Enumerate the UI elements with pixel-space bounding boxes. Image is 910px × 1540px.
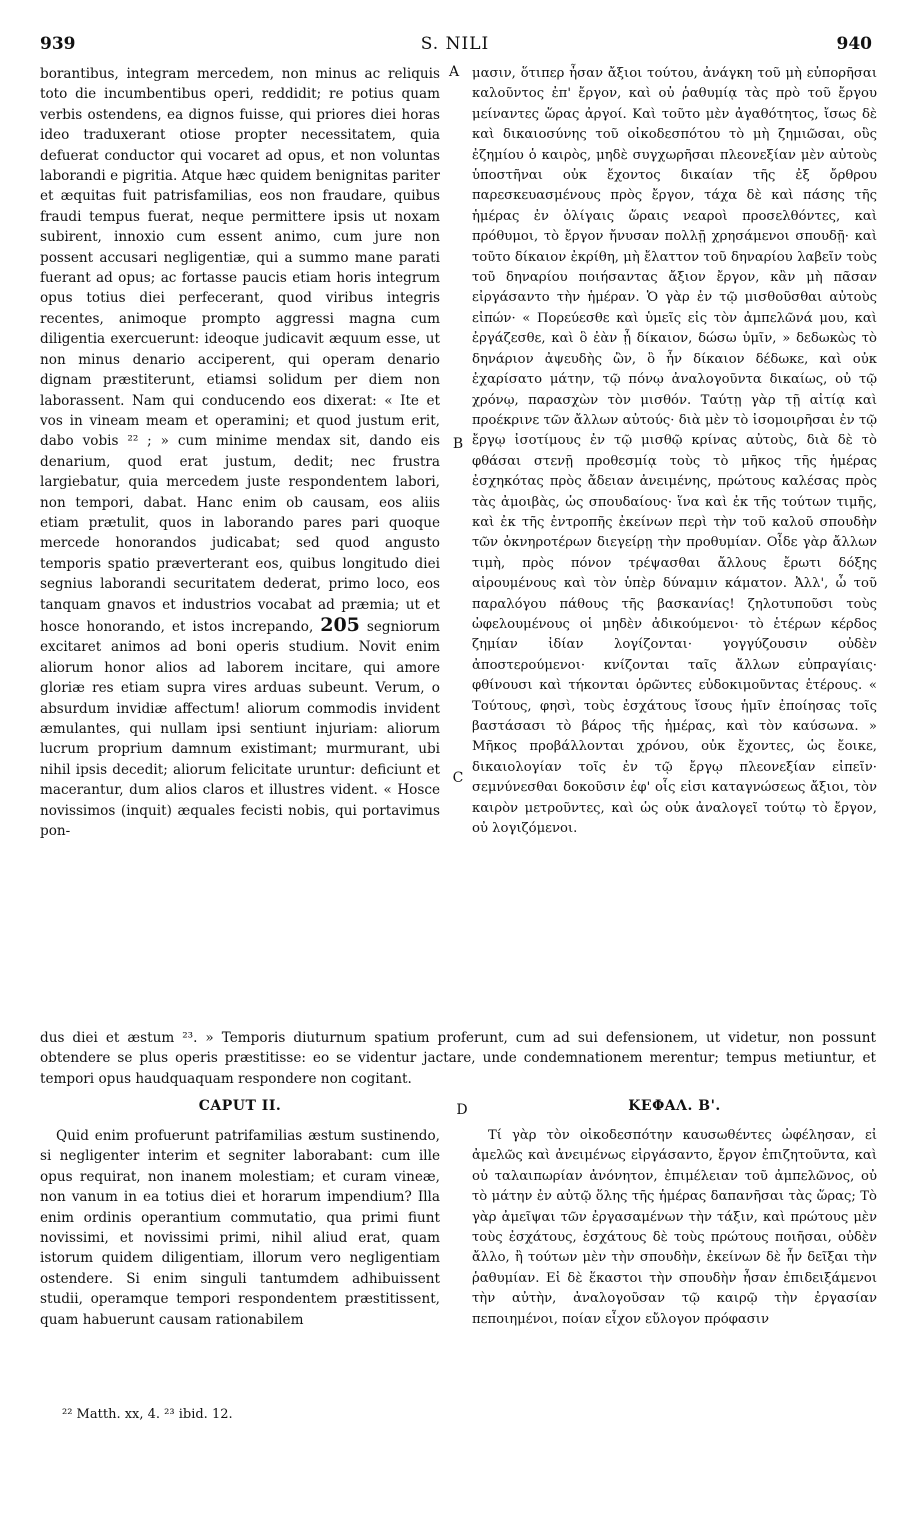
footnote: ²² Matth. xx, 4. ²³ ibid. 12. [62,1407,233,1422]
latin-column [40,64,440,841]
latin-text-2: segniorum excitaret animos ad boni operis studium. Novit enim aliorum honor alios ad laborem incitare, qui amore gloriæ res etiam supra vires arduas subeunt. Verum, o absurdum invidiæ affectum! aliorum commodis invident æmulantes, qui nullam ipsi sentiunt injuriam: aliorum lucrum proprium damnum existimant; murmurant, ubi nihil ipsis decedit; aliorum felicitate uruntur: deficiunt et macerantur, dum alios claros et illustres vident. « Hosce novissimos (inquit) æquales fecisti nobis, qui portavimus pon- [40,618,440,840]
greek-column [472,64,877,839]
right-page-number: 940 [836,34,872,54]
greek-paragraph: μασιν, ὅτιπερ ἦσαν ἄξιοι τούτου, ἀνάγκη τοῦ μὴ εὐπορῆσαι καλοῦντος ἐπ' ἔργον, καὶ οὐ ῥαθυμίᾳ τὰς πρὸ τοῦ ἔργου μείναντες ὥρας ἀργοί. Καὶ τοῦτο μὲν ἀγαθότητος, ἴσως δὲ καὶ δικαιοσύνης τοῦ οἰκοδεσπότου τὸ μὴ ζημιῶσαι, οὓς ἐζημίου ὁ καιρὸς, μηδὲ συγχωρῆσαι πλεονεξίαν μὲν αὐτοὺς ὑποστῆναι οὐκ ἔχοντος δικαίαν τῆς ἐξ ὄρθρου παρεσκευασμένους πρὸς ἔργον, τάχα δὲ καὶ πάσης τῆς ἡμέρας ἐν ὀλίγαις ὥραις νεαροὶ προσελθόντες, καὶ πρόθυμοι, τὸ ἔργον ἤνυσαν πολλῇ χρησάμενοι σπουδῇ· καὶ τοῦτο δίκαιον ἐκρίθη, μὴ ἔλαττον τοῦ δηναρίου λαβεῖν τοὺς τοῦ δηναρίου ποιήσαντας ἄξιον ἔργον, κἂν μὴ πᾶσαν εἰργάσαντο τὴν ἡμέραν. Ὁ γὰρ ἐν τῷ μισθοῦσθαι αὐτοὺς εἰπών· « Πορεύεσθε καὶ ὑμεῖς εἰς τὸν ἀμπελῶνά μου, καὶ ἐργάζεσθε, καὶ ὃ ἐὰν ᾖ δίκαιον, δώσω ὑμῖν, » δεδωκὼς τὸ δηνάριον ἀψευδὴς ὢν, ὃ ἦν δίκαιον δέδωκε, καὶ οὐκ ἐχαρίσατο μάτην, τῷ πόνῳ ἀναλογοῦντα δικαίως, οὐ τῷ χρόνῳ, παρασχὼν τὸν μισθόν. Ταύτῃ γὰρ τῇ αἰτίᾳ καὶ προέκρινε τῶν ἄλλων αὐτούς· διὰ μὲν τὸ ἰσομοιρῆσαι ἐν τῷ ἔργῳ ἰσοτίμους ἐν τῷ μισθῷ κρίνας αὐτοὺς, διὰ δὲ τὸ φθάσαι στενῇ προθεσμίᾳ τοὺς τὸ μῆκος τῆς ἡμέρας ἐσχηκότας πρὸς ἄδειαν ἀνειμένης, πρώτους καλέσας πρὸς τὰς ἀμοιβὰς, ὡς σπουδαίους· ἵνα καὶ ἐκ τῆς τούτων τιμῆς, καὶ ἐκ τῆς ἐντροπῆς ἐκείνων περὶ τὴν τοῦ καλοῦ σπουδὴν τῶν ὀκνηροτέρων διεγείρῃ τὴν προθυμίαν. Οἶδε γὰρ ἄλλων τιμὴ, πρὸς πόνον τρέψασθαι ἄλλους ἔρωτι δόξης αἱρουμένους καὶ τὸν ὑπὲρ δύναμιν κάματον. Ἀλλ', ὦ τοῦ παραλόγου πάθους τῆς βασκανίας! ζηλοτυποῦσι τοὺς ὠφελουμένους οἱ μηδὲν ἀδικούμενοι· τὸ ἑτέρων κέρδος ζημίαν ἰδίαν λογίζονται· γογγύζουσιν οὐδὲν ἀποστερούμενοι· κνίζονται ταῖς ἄλλων εὐπραγίαις· φθίνουσι καὶ τήκονται ὁρῶντες εὐδοκιμοῦντας ἑτέρους. « Τούτους, φησὶ, τοὺς ἐσχάτους ἴσους ἡμῖν ἐποίησας τοῖς βαστάσασι τὸ βάρος τῆς ἡμέρας, καὶ τὸν καύσωνα. » Μῆκος προβάλλονται χρόνου, οὐκ ἔχοντες, ὡς ἔοικε, δικαιολογίαν τοῖς ἐν τῷ ἔργῳ πλεονεξίαν εἰπεῖν· σεμνύνεσθαι δοκοῦσιν ἐφ' οἷς εἰσι καταγνώσεως ἄξιοι, τὸν καιρὸν μετροῦντες, καὶ ὡς οὐκ ἀναλογεῖ τούτῳ τὸ ἔργον, οὐ λογιζόμενοι. [472,66,877,837]
page-marker: 205 [320,613,360,636]
chapter-text-greek: Τί γὰρ τὸν οἰκοδεσπότην καυσωθέντες ὠφέλησαν, εἰ ἀμελῶς καὶ ἀνειμένως εἰργάσαντο, ἔργον ἐπιζητοῦντα, καὶ οὐ ταλαιπωρίαν ἀνόνητον, ἐπιμέλειαν τοῦ ἀμπελῶνος, οὐ τὸ μάτην ἐν αὐτῷ ὅλης τῆς ἡμέρας δαπανῆσαι τὰς ὥρας; Τὸ γὰρ ἀμεῖψαι τῶν ἐργασαμένων τὴν τάξιν, καὶ πρώτους μὲν τοὺς ἐσχάτους, ἐσχάτους δὲ τοὺς πρώτους ποιῆσαι, οὐδὲν ἄλλο, ἢ τούτων μὲν τὴν σπουδὴν, ἐκείνων δὲ ἦν δεῖξαι τὴν ῥαθυμίαν. Εἰ δὲ ἕκαστοι τὴν σπουδὴν ἦσαν ἐπιδειξάμενοι τὴν αὐτὴν, ἀναλογοῦσαν τῷ καιρῷ τὴν ἐργασίαν πεποιημένοι, ποίαν εἶχον εὔλογον πρόφασιν [472,1128,877,1327]
chapter-heading-latin: CAPUT II. [198,1098,282,1114]
running-title: S. NILI [420,34,490,54]
chapter-text-latin: Quid enim profuerunt patrifamilias æstum sustinendo, si negligenter interim et segniter laborabant: cum ille opus requirat, non inanem molestiam; et curam vineæ, non vanum in ea totius diei et horarum impendium? Illa enim ordinis operantium commutatio, qua primi fiunt novissimi, et novissimi primi, nihil aliud erat, quam istorum quidem diligentiam, illorum vero negligentiam ostendere. Si enim singuli tantumdem adhibuissent studii, operamque tempori respondentem præstitissent, quam habuerunt causam rationabilem [40,1128,440,1328]
chapter-heading-greek: ΚΕΦΑΛ. Β'. [628,1098,721,1114]
margin-marker-d: D [456,1102,468,1118]
left-page-number: 939 [40,34,76,54]
margin-marker-a: A [448,64,460,80]
margin-marker-c: C [452,770,464,786]
margin-marker-b: B [452,436,464,452]
latin-continuation: dus diei et æstum ²³. » Temporis diuturnum spatium proferunt, cum ad sui defensionem, ut videtur, non possunt obtendere se plus operis præstitisse: eo se videntur jactare, unde condemnationem merentur; tempus metiuntur, et tempori opus haudquaquam respondere non cogitant. [40,1030,876,1087]
latin-text-1: borantibus, integram mercedem, non minus ac reliquis toto die incumbentibus operi, reddidit; re potius quam verbis ostendens, ea dignos fuisse, qui priores diei horas ideo traduxerant otiose propter necessitatem, quia defuerat conductor qui vocaret ad opus, et non voluntas laborandi e pigritia. Atque hæc quidem benignitas pariter et æquitas fuit patrisfamilias, eos non fraudare, quibus fraudi tempus fuerat, neque permittere ipsis ut noxam subirent, innoxio cum essent animo, cum jure non possent accusari negligentiæ, qui a summo mane parati fuerant ad opus; ac fortasse paucis etiam horis integrum opus totius diei perfecerant, quod viribus integris recentes, animoque prompto aggressi magna cum diligentia exercuerunt: ideoque judicavit æquum esse, ut non minus denario acciperent, qui operam denario dignam præstiterunt, etiamsi solidum per diem non laborassent. Nam qui conducendo eos dixerat: « Ite et vos in vineam meam et operamini; et quod justum erit, dabo vobis ²² ; » cum minime mendax sit, dando eis denarium, quod erat justum, dedit; nec frustra largiebatur, quia mercedem juste respondentem labori, non tempori, dabat. Hanc enim ob causam, eos aliis etiam prætulit, quos in laborando pares pari quoque mercede honorandos judicabat; sed quod angusto temporis spatio præverterant eos, quibus longitudo diei segnius laborandi securitatem dederat, primo loco, eos tanquam gnavos et industrios vocabat ad præmia; ut et hosce honorando, et istos increpando, [40,66,440,635]
latin-paragraph [40,64,440,841]
